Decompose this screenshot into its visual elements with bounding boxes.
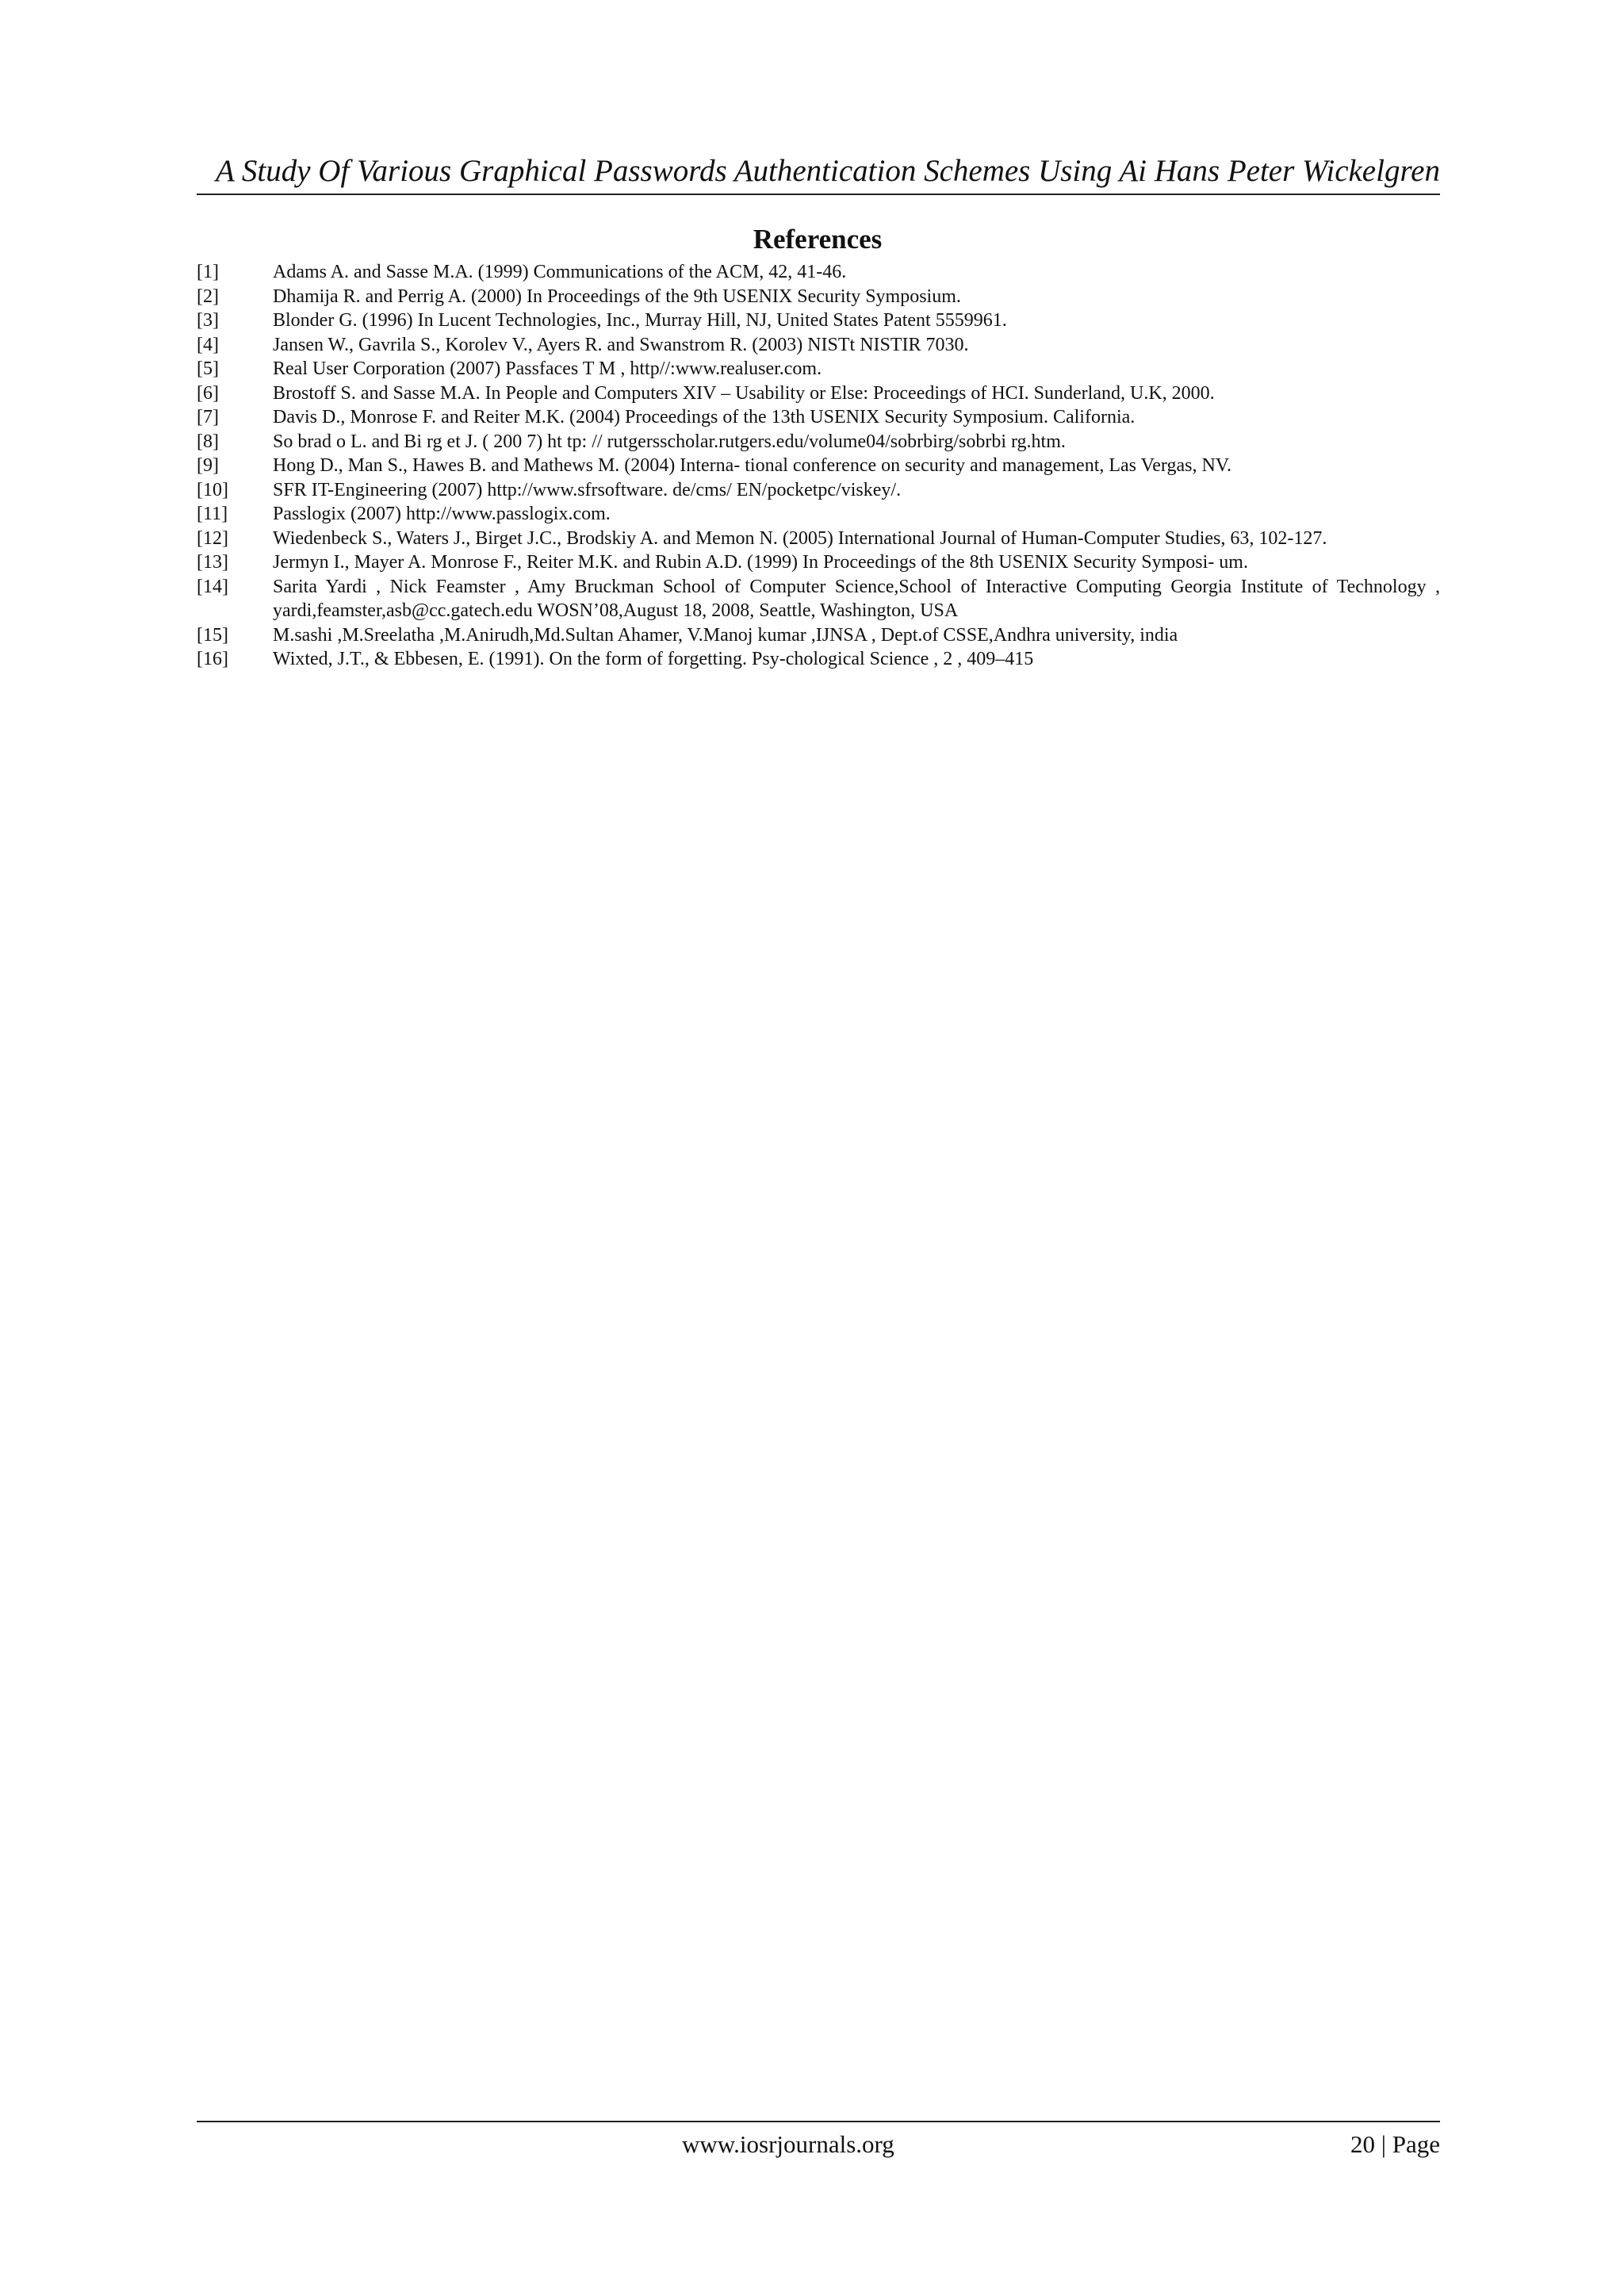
reference-item: [197, 405, 1440, 430]
reference-item: [197, 309, 1440, 333]
reference-text: Passlogix (2007) http://www.passlogix.com.: [273, 504, 611, 524]
reference-text: Blonder G. (1996) In Lucent Technologies, Inc., Murray Hill, NJ, United States Patent 5559961.: [273, 310, 1007, 331]
reference-item: [197, 454, 1440, 478]
reference-text: Hong D., Man S., Hawes B. and Mathews M. (2004) Interna- tional conference on security and management, Las Vergas, NV.: [273, 455, 1232, 476]
reference-number: [1]: [197, 262, 219, 282]
reference-text: Wiedenbeck S., Waters J., Birget J.C., Brodskiy A. and Memon N. (2005) International Journal of Human-Computer Studies, 63, 102-127.: [273, 527, 1327, 549]
reference-number: [6]: [197, 382, 219, 404]
reference-text: SFR IT-Engineering (2007) http://www.sfrsoftware. de/cms/ EN/pocketpc/viskey/.: [273, 479, 902, 500]
reference-item: [197, 550, 1440, 575]
reference-item: [197, 260, 1440, 285]
references-heading: References: [753, 224, 883, 255]
reference-number: [13]: [197, 552, 228, 573]
header-divider: [197, 194, 1440, 195]
reference-item: [197, 527, 1440, 551]
reference-item: [197, 575, 1440, 623]
reference-text: Real User Corporation (2007) Passfaces T M , http//:www.realuser.com.: [273, 358, 822, 379]
reference-number: [15]: [197, 624, 228, 646]
reference-text: Brostoff S. and Sasse M.A. In People and Computers XIV – Usability or Else: Proceedings of HCI. Sunderland, U.K, 2000.: [273, 382, 1215, 404]
reference-number: [4]: [197, 334, 219, 355]
reference-number: [12]: [197, 527, 228, 549]
reference-item: [197, 430, 1440, 454]
reference-number: [11]: [197, 504, 228, 524]
reference-item: [197, 647, 1440, 672]
reference-number: [2]: [197, 286, 219, 307]
reference-number: [16]: [197, 649, 228, 669]
reference-item: [197, 502, 1440, 527]
reference-item: [197, 381, 1440, 406]
reference-number: [5]: [197, 358, 219, 379]
references-list: [197, 260, 1440, 672]
reference-item: [197, 357, 1440, 381]
reference-number: [14]: [197, 576, 228, 597]
reference-text: Jermyn I., Mayer A. Monrose F., Reiter M.K. and Rubin A.D. (1999) In Proceedings of the 8th USENIX Security Symposi- um.: [273, 552, 1248, 573]
running-header-title: A Study Of Various Graphical Passwords Authentication Schemes Using Ai Hans Peter Wickelgren: [216, 154, 1440, 188]
reference-number: [7]: [197, 407, 219, 427]
reference-text: Davis D., Monrose F. and Reiter M.K. (2004) Proceedings of the 13th USENIX Security Symposium. California.: [273, 407, 1136, 427]
reference-item: [197, 623, 1440, 648]
reference-text: M.sashi ,M.Sreelatha ,M.Anirudh,Md.Sultan Ahamer, V.Manoj kumar ,IJNSA , Dept.of CSSE,Andhra university, india: [273, 624, 1178, 646]
reference-text: So brad o L. and Bi rg et J. ( 200 7) ht tp: // rutgersscholar.rutgers.edu/volume04/sobrbirg/sobrbi rg.htm.: [273, 431, 1066, 452]
reference-number: [10]: [197, 479, 228, 500]
reference-item: [197, 478, 1440, 503]
reference-text: Adams A. and Sasse M.A. (1999) Communications of the ACM, 42, 41-46.: [273, 262, 847, 282]
reference-text: Wixted, J.T., & Ebbesen, E. (1991). On the form of forgetting. Psy-chological Science , 2 , 409–415: [273, 649, 1034, 669]
footer-journal-url: www.iosrjournals.org: [682, 2130, 894, 2158]
reference-item: [197, 333, 1440, 358]
reference-text: Dhamija R. and Perrig A. (2000) In Proceedings of the 9th USENIX Security Symposium.: [273, 286, 961, 307]
reference-number: [9]: [197, 455, 219, 476]
reference-text: Jansen W., Gavrila S., Korolev V., Ayers R. and Swanstrom R. (2003) NISTt NISTIR 7030.: [273, 334, 969, 355]
reference-number: [8]: [197, 431, 219, 452]
reference-item: [197, 285, 1440, 309]
reference-text: Sarita Yardi , Nick Feamster , Amy Bruckman School of Computer Science,School of Interactive Computing Georgia Institute of Technology , yardi,feamster,asb@cc.gatech.edu WOSN’08,August 18, 2008, Seattle, Washington, USA: [273, 576, 1440, 621]
footer-divider: [197, 2121, 1440, 2122]
footer-page-number: 20 | Page: [1350, 2130, 1440, 2158]
reference-number: [3]: [197, 310, 219, 331]
